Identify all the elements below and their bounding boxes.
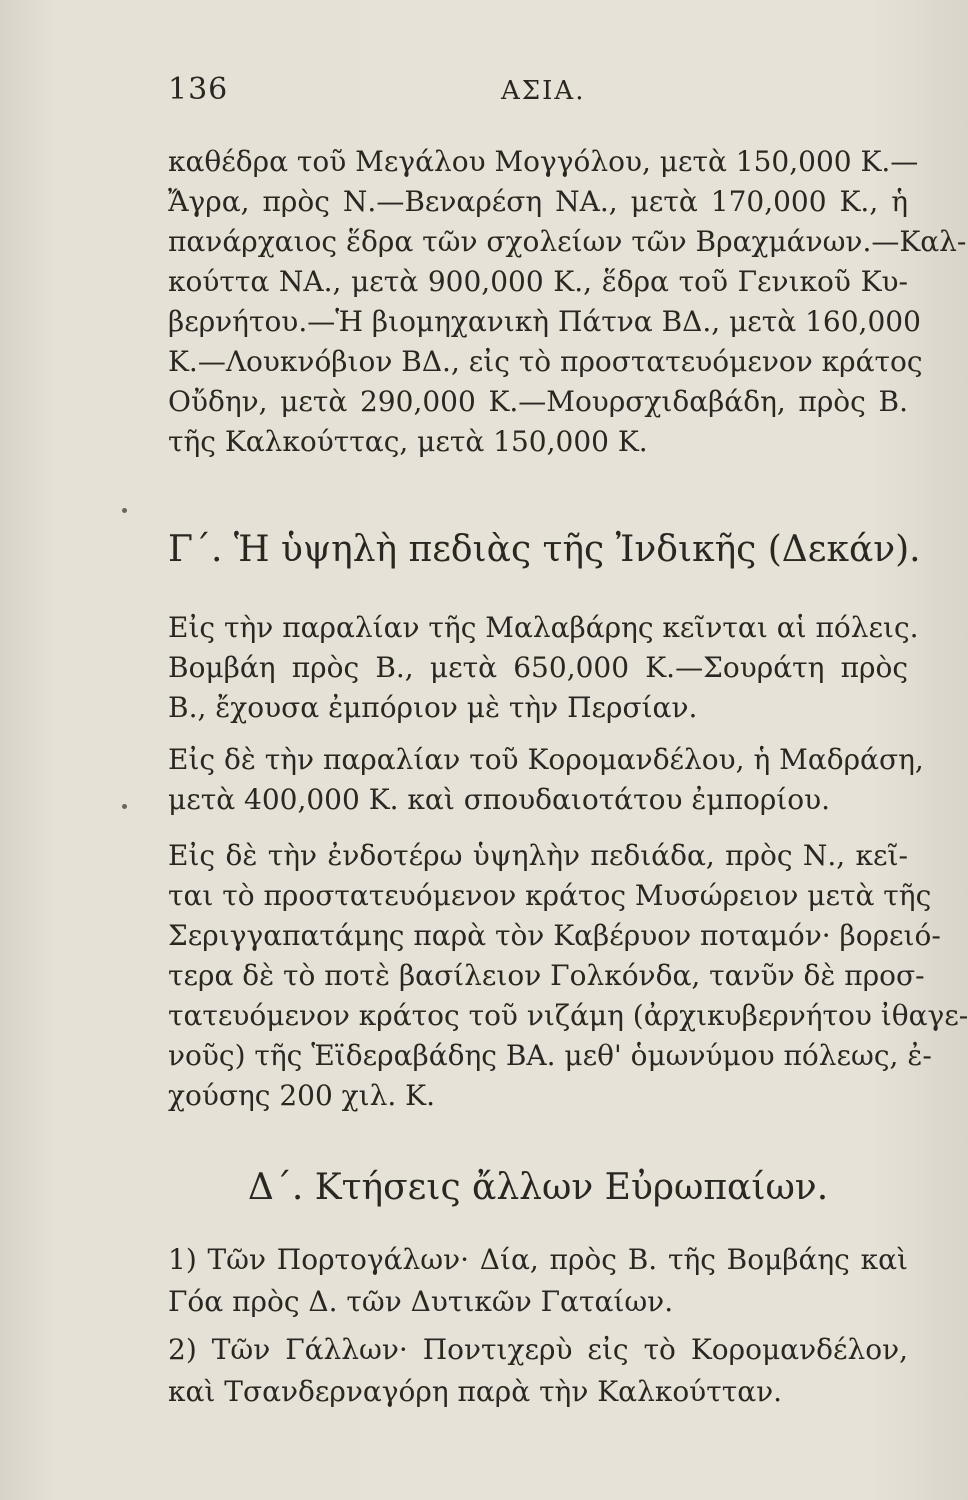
text-line: Γόα πρὸς Δ. τῶν Δυτικῶν Γαταίων. xyxy=(168,1285,674,1318)
section-heading: Γ΄. Ἡ ὑψηλὴ πεδιὰς τῆς Ἰνδικῆς (Δεκάν). xyxy=(168,529,921,570)
text-line: τῆς Καλκούττας, μετὰ 150,000 Κ. xyxy=(168,425,648,458)
text-line: ται τὸ προστατευόμενον κράτος Μυσώρειον μετὰ τῆς xyxy=(168,879,932,912)
text-line: Ἄγρα, πρὸς Ν.—Βεναρέση ΝΑ., μετὰ 170,000 Κ., ἡ xyxy=(168,185,908,218)
text-line: καθέδρα τοῦ Μεγάλου Μογγόλου, μετὰ 150,000 Κ.— xyxy=(168,145,919,178)
list-item: 2) Τῶν Γάλλων· Ποντιχερὺ εἰς τὸ Κορομανδέλον, xyxy=(168,1333,908,1366)
page-speck xyxy=(122,804,127,809)
text-line: τερα δὲ τὸ ποτὲ βασίλειον Γολκόνδα, τανῦν δὲ προσ- xyxy=(168,959,925,992)
page-number: 136 xyxy=(168,72,229,107)
text-line: τατευόμενον κράτος τοῦ νιζάμη (ἀρχικυβερνήτου ἰθαγε- xyxy=(168,999,968,1032)
text-line: καὶ Τσανδερναγόρη παρὰ τὴν Καλκούτταν. xyxy=(168,1375,783,1408)
list-item: 1) Τῶν Πορτογάλων· Δία, πρὸς Β. τῆς Βομβάης καὶ xyxy=(168,1243,908,1276)
text-line: πανάρχαιος ἕδρα τῶν σχολείων τῶν Βραχμάνων.—Καλ- xyxy=(168,225,967,258)
text-line: κούττα ΝΑ., μετὰ 900,000 Κ., ἕδρα τοῦ Γενικοῦ Κυ- xyxy=(168,265,908,298)
text-line: Σεριγγαπατάμης παρὰ τὸν Καβέρυον ποταμόν· βορειό- xyxy=(168,919,941,952)
running-head: ΑΣΙΑ. xyxy=(501,76,586,106)
text-line: Κ.—Λουκνόβιον ΒΔ., εἰς τὸ προστατευόμενον κράτος xyxy=(168,345,923,378)
page-speck xyxy=(122,508,127,513)
text-line: χούσης 200 χιλ. Κ. xyxy=(168,1079,435,1112)
page-header xyxy=(168,72,908,112)
text-line: βερνήτου.—Ἡ βιομηχανικὴ Πάτνα ΒΔ., μετὰ 160,000 xyxy=(168,305,921,338)
text-line: Βομβάη πρὸς Β., μετὰ 650,000 Κ.—Σουράτη πρὸς xyxy=(168,651,908,684)
text-line: Εἰς δὲ τὴν ἐνδοτέρω ὑψηλὴν πεδιάδα, πρὸς Ν., κεῖ- xyxy=(168,839,908,872)
text-line: μετὰ 400,000 Κ. καὶ σπουδαιοτάτου ἐμπορίου. xyxy=(168,783,831,816)
text-line: Εἰς δὲ τὴν παραλίαν τοῦ Κορομανδέλου, ἡ Μαδράση, xyxy=(168,743,924,776)
text-line: Β., ἔχουσα ἐμπόριον μὲ τὴν Περσίαν. xyxy=(168,691,698,724)
section-heading: Δ΄. Κτήσεις ἄλλων Εὐρωπαίων. xyxy=(247,1167,829,1208)
text-line: νοῦς) τῆς Ἑϊδεραβάδης ΒΑ. μεθ' ὁμωνύμου πόλεως, ἐ- xyxy=(168,1039,932,1072)
text-line: Οὔδην, μετὰ 290,000 Κ.—Μουρσχιδαβάδη, πρὸς Β. xyxy=(168,385,908,418)
text-line: Εἰς τὴν παραλίαν τῆς Μαλαβάρης κεῖνται αἱ πόλεις. xyxy=(168,611,919,644)
